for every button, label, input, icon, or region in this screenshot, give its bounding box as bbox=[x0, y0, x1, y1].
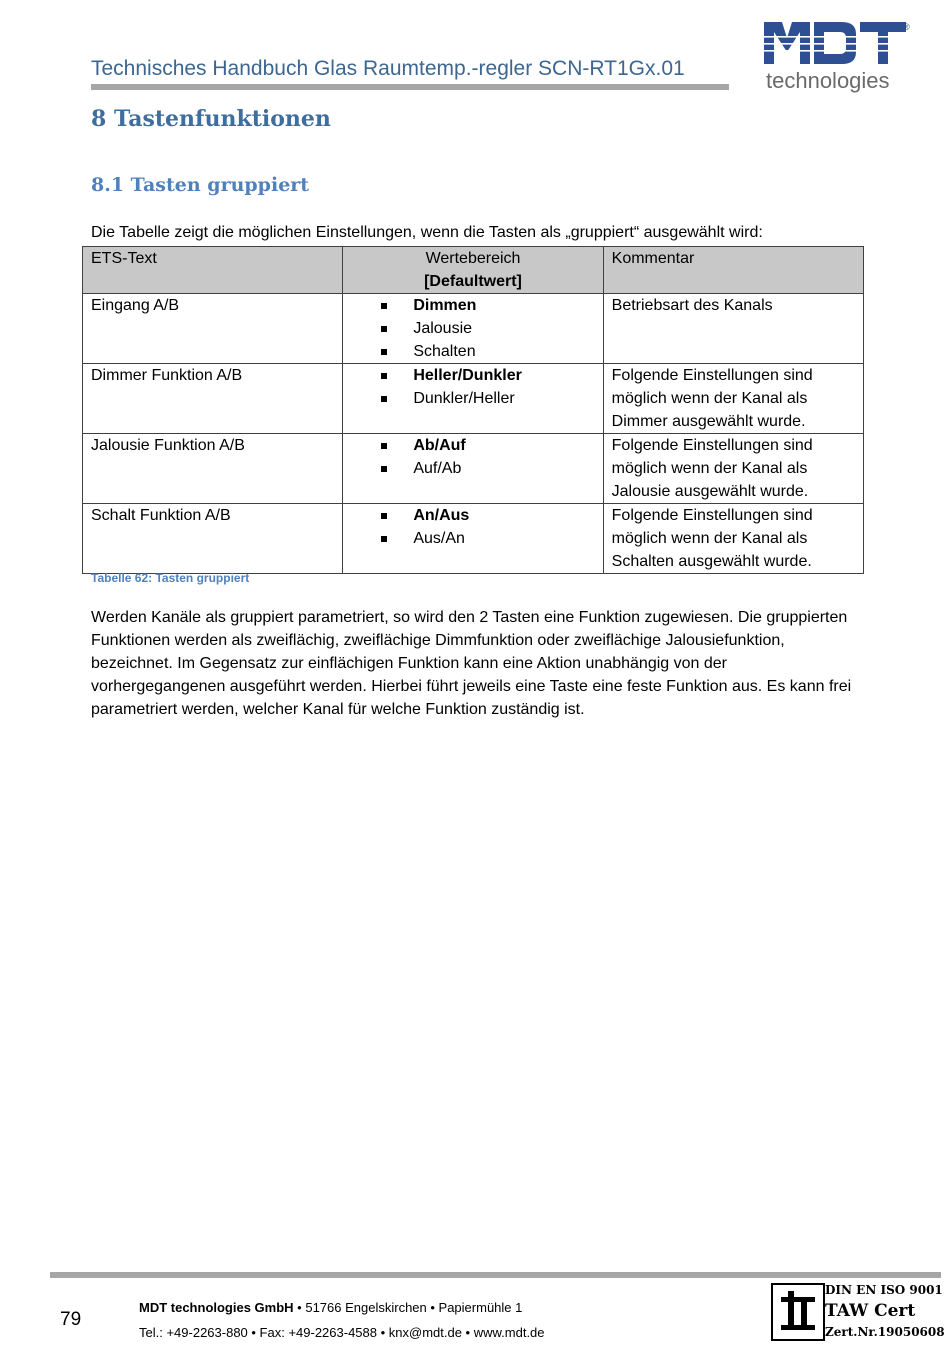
cert-standard: DIN EN ISO 9001 bbox=[825, 1283, 943, 1297]
section-heading: 8 Tastenfunktionen bbox=[91, 106, 331, 132]
taw-cert-logo-icon bbox=[771, 1283, 825, 1341]
taw-cert-mark-icon bbox=[773, 1285, 823, 1339]
mdt-logo-icon bbox=[764, 22, 906, 64]
option: Aus/An bbox=[381, 527, 594, 550]
table-row bbox=[83, 294, 864, 364]
registered-mark: ® bbox=[903, 22, 910, 32]
option: Schalten bbox=[381, 340, 594, 363]
ets-text-cell: Dimmer Funktion A/B bbox=[83, 364, 343, 434]
page-number: 79 bbox=[60, 1309, 82, 1330]
option-default: Dimmen bbox=[381, 294, 594, 317]
cert-body: TAW Cert bbox=[825, 1301, 916, 1321]
header-ets-text: ETS-Text bbox=[83, 247, 343, 294]
company-address bbox=[139, 1300, 522, 1315]
footer-divider bbox=[50, 1272, 941, 1278]
body-paragraph: Werden Kanäle als gruppiert parametriert, so wird den 2 Tasten eine Funktion zugewiesen. Die gruppierten Funktionen werden als zweiflächig, zweiflächige Dimmfunktion oder zweiflächige Jalousiefunktion, bezeichnet. Im Gegensatz zur einflächigen Funktion kann eine Aktion unabhängig von der vorhergegangenen ausgeführt werden. Hierbei führt jeweils eine Taste eine feste Funktion aus. Es kann frei parametriert werden, welcher Kanal für welche Funktion zuständig ist. bbox=[91, 609, 852, 718]
value-range-cell bbox=[343, 504, 603, 574]
table-caption: Tabelle 62: Tasten gruppiert bbox=[91, 571, 250, 585]
ets-text-cell: Jalousie Funktion A/B bbox=[83, 434, 343, 504]
value-range-cell bbox=[343, 364, 603, 434]
option: Auf/Ab bbox=[381, 457, 594, 480]
header-default-label: [Defaultwert] bbox=[424, 273, 522, 290]
value-range-cell bbox=[343, 434, 603, 504]
table-row bbox=[83, 364, 864, 434]
header-divider bbox=[91, 84, 729, 90]
comment-cell: Folgende Einstellungen sind möglich wenn der Kanal als Schalten ausgewählt wurde. bbox=[603, 504, 863, 574]
mdt-logo bbox=[764, 22, 912, 96]
option-default: Heller/Dunkler bbox=[381, 364, 594, 387]
document-header-title: Technisches Handbuch Glas Raumtemp.-regler SCN-RT1Gx.01 bbox=[91, 57, 685, 80]
ets-text-cell: Eingang A/B bbox=[83, 294, 343, 364]
company-contact: Tel.: +49-2263-880 • Fax: +49-2263-4588 • knx@mdt.de • www.mdt.de bbox=[139, 1325, 545, 1340]
header-value-range-label: Wertebereich bbox=[425, 250, 521, 267]
comment-cell: Folgende Einstellungen sind möglich wenn der Kanal als Dimmer ausgewählt wurde. bbox=[603, 364, 863, 434]
option: Dunkler/Heller bbox=[381, 387, 594, 410]
ets-text-cell: Schalt Funktion A/B bbox=[83, 504, 343, 574]
parameter-table bbox=[82, 246, 864, 574]
value-range-cell bbox=[343, 294, 603, 364]
option-default: An/Aus bbox=[381, 504, 594, 527]
intro-text: Die Tabelle zeigt die möglichen Einstellungen, wenn die Tasten als „gruppiert“ ausgewählt wird: bbox=[91, 224, 763, 241]
table-header-row bbox=[83, 247, 864, 294]
header-comment: Kommentar bbox=[603, 247, 863, 294]
comment-cell: Betriebsart des Kanals bbox=[603, 294, 863, 364]
header-value-range bbox=[343, 247, 603, 294]
option-default: Ab/Auf bbox=[381, 434, 594, 457]
subsection-heading: 8.1 Tasten gruppiert bbox=[91, 174, 310, 196]
table-row bbox=[83, 434, 864, 504]
comment-cell: Folgende Einstellungen sind möglich wenn der Kanal als Jalousie ausgewählt wurde. bbox=[603, 434, 863, 504]
table-row bbox=[83, 504, 864, 574]
address-text: • 51766 Engelskirchen • Papiermühle 1 bbox=[293, 1300, 523, 1315]
cert-number: Zert.Nr.19050608 bbox=[825, 1325, 945, 1339]
option: Jalousie bbox=[381, 317, 594, 340]
logo-subtitle: technologies bbox=[766, 68, 890, 93]
company-name: MDT technologies GmbH bbox=[139, 1300, 294, 1315]
iso-certification bbox=[771, 1283, 945, 1361]
